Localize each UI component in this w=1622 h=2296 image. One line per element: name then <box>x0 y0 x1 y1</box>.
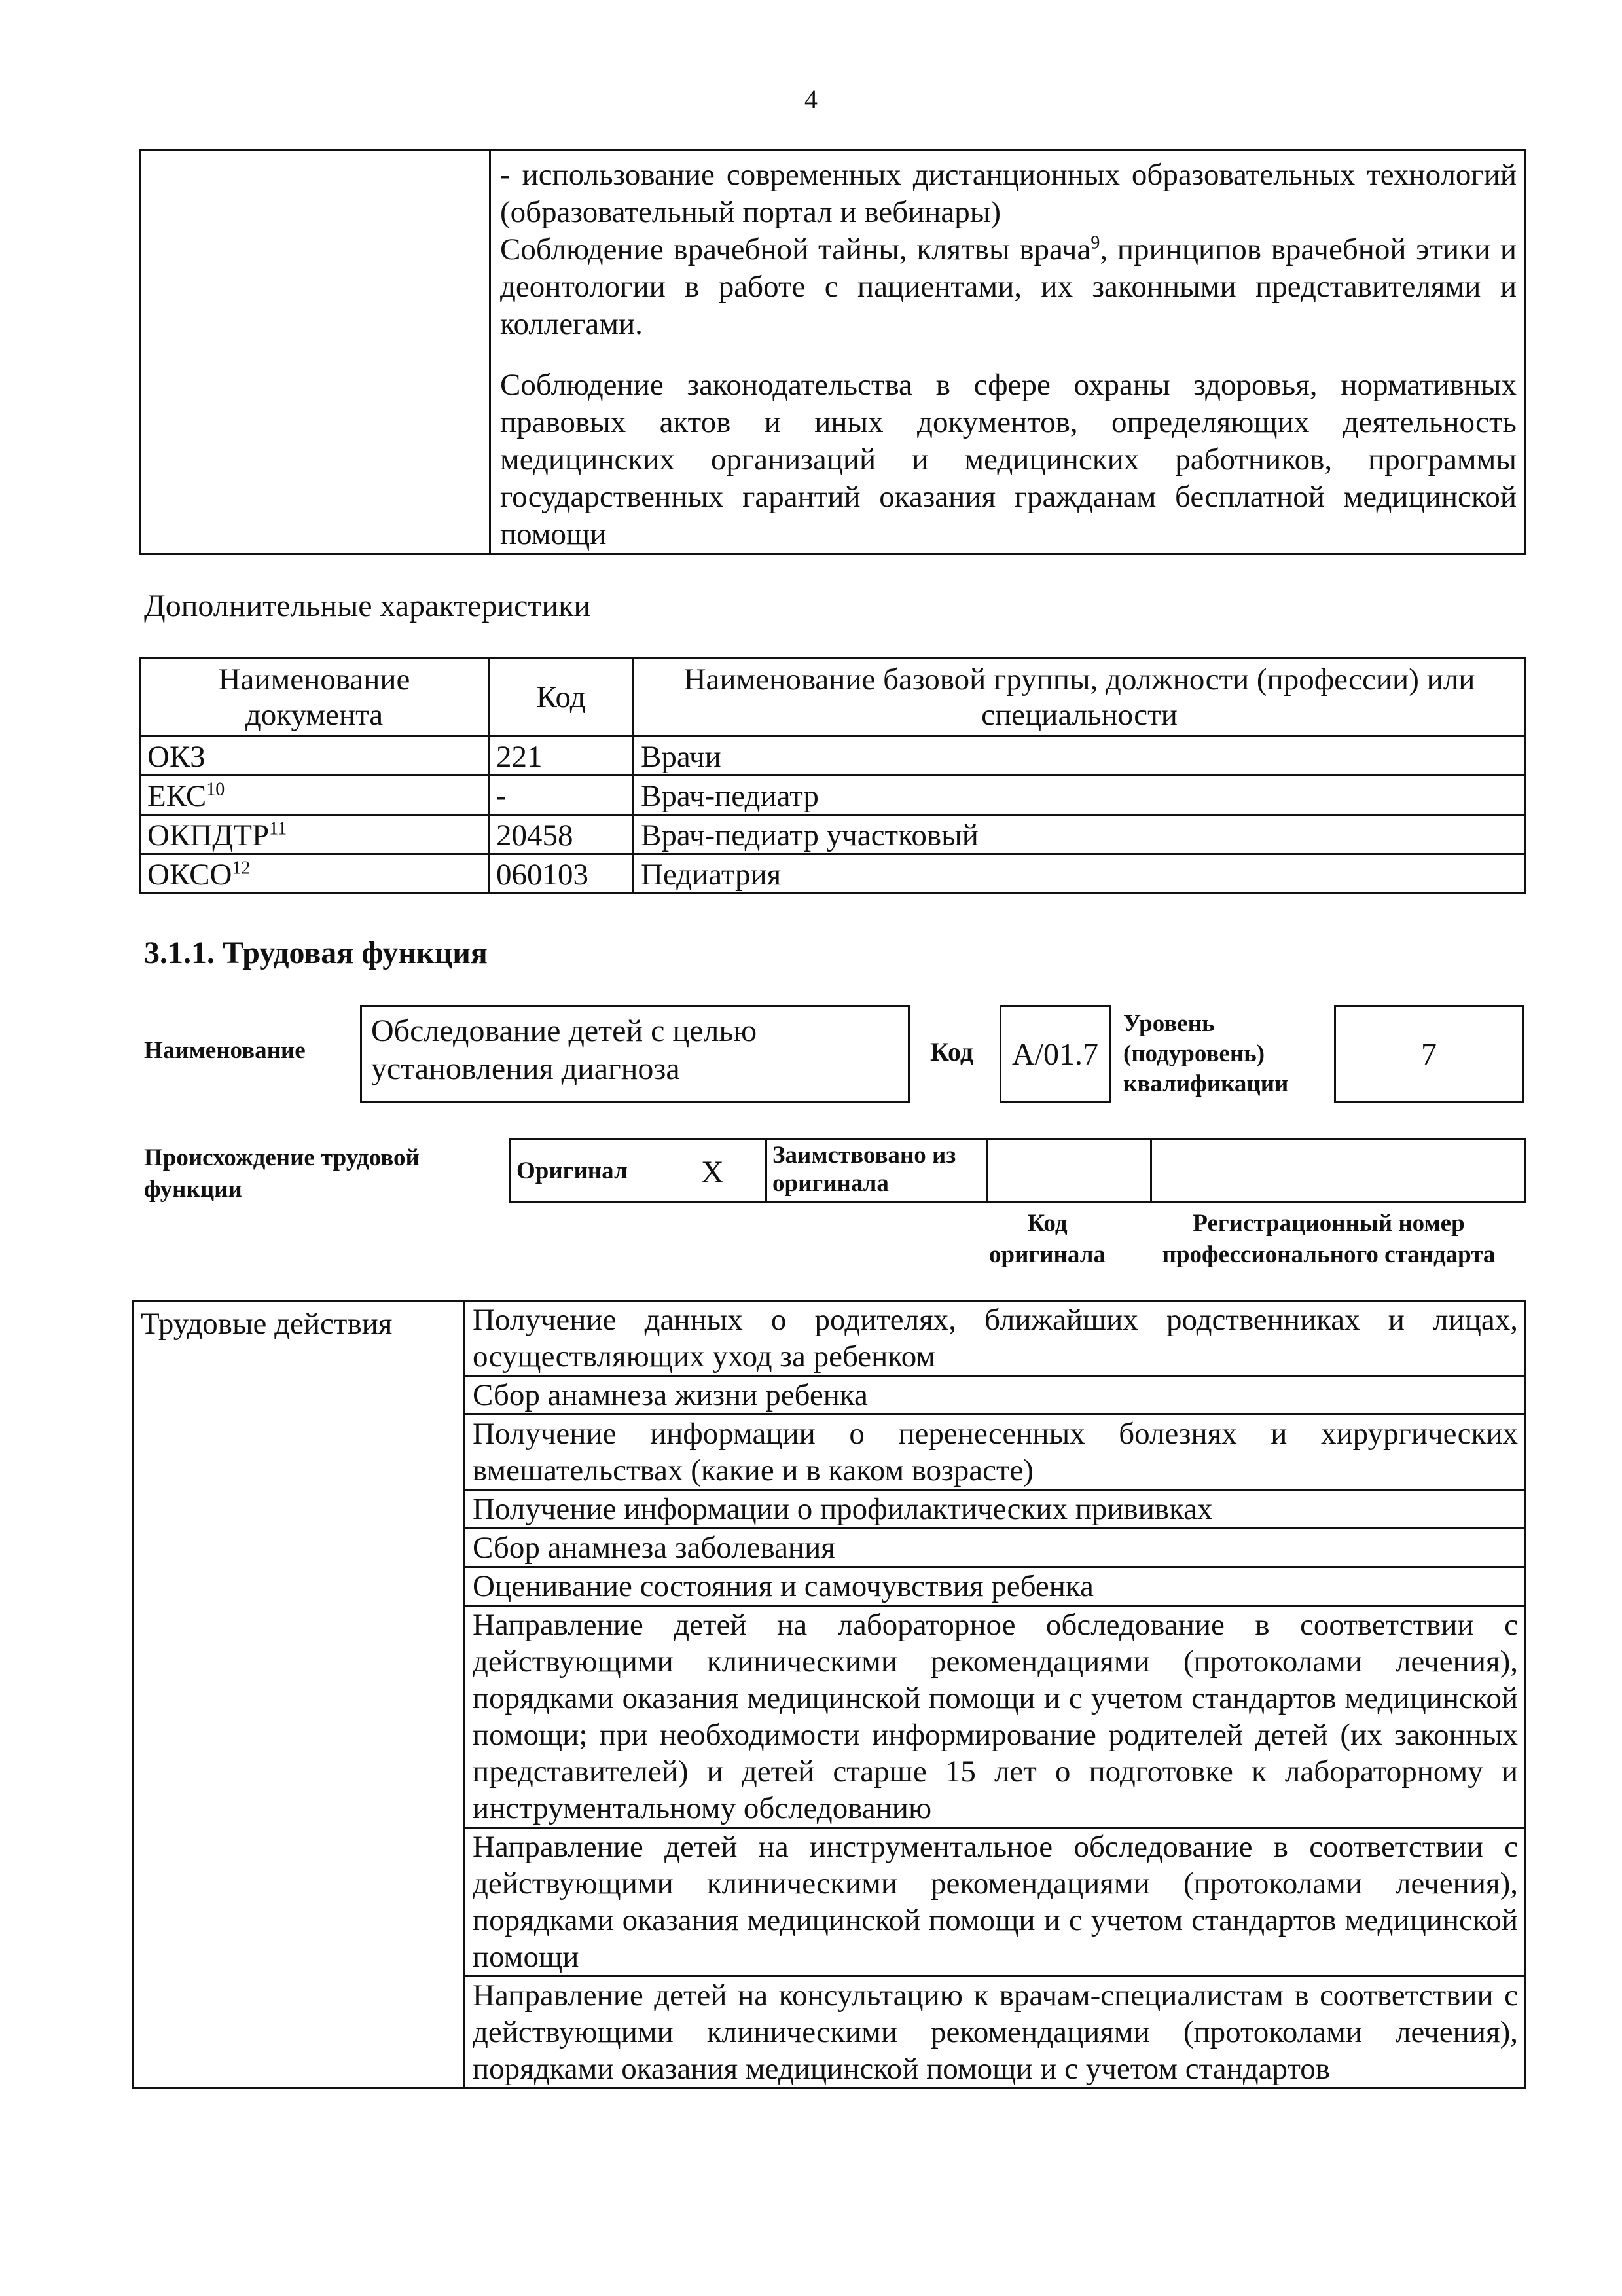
column-header: Наименование документа <box>140 658 489 737</box>
original-label: Оригинал <box>516 1157 628 1184</box>
code-label: Код <box>930 1037 974 1066</box>
requirement-text: - использование современных дистанционных образовательных технологий (образовательный портал и вебинары) <box>500 158 1517 229</box>
competence-table <box>139 149 1526 555</box>
table-row: ОКЗ 221 Врачи <box>140 737 1526 776</box>
registration-caption: Регистрационный номер профессионального стандарта <box>1162 1210 1496 1268</box>
page-number: 4 <box>804 84 818 114</box>
table-row: ОКПДТР$^{11}$ 20458 Врач-педиатр участковый <box>140 815 1526 854</box>
requirement-text: Соблюдение законодательства в сфере охраны здоровья, нормативных правовых актов и иных документов, определяющих деятельность медицинских организаций и медицинских работников, программы государственных гарантий оказания гражданам бесплатной медицинской помощи <box>500 368 1517 551</box>
original-mark: X <box>701 1155 724 1190</box>
name-label: Наименование <box>144 1037 306 1064</box>
column-header: Наименование базовой группы, должности (профессии) или специальности <box>634 658 1526 737</box>
action-item: Сбор анамнеза жизни ребенка <box>464 1376 1526 1415</box>
function-name-box: Обследование детей с целью установления диагноза <box>360 1005 910 1103</box>
function-level-box: 7 <box>1334 1005 1524 1103</box>
requirements-cell <box>490 151 1526 555</box>
actions-label: Трудовые действия <box>134 1301 464 2088</box>
action-item: Получение информации о перенесенных болезнях и хирургических вмешательствах (какие и в каком возрасте) <box>464 1415 1526 1490</box>
footnote-ref: 9 <box>1090 232 1100 253</box>
origin-table <box>509 1138 1526 1203</box>
code-caption: Код оригинала <box>989 1210 1106 1268</box>
action-item: Оценивание состояния и самочувствия ребенка <box>464 1567 1526 1606</box>
action-item: Направление детей на инструментальное обследование в соответствии с действующими клиническими рекомендациями (протоколами лечения), порядками оказания медицинской помощи и с учетом стандартов медицинской помощи <box>464 1828 1526 1977</box>
action-item: Направление детей на консультацию к врачам-специалистам в соответствии с действующими клиническими рекомендациями (протоколами лечения), порядками оказания медицинской помощи и с учетом стандартов <box>464 1977 1526 2088</box>
requirement-text: Соблюдение врачебной тайны, клятвы врача$^9$, принципов врачебной этики и деонтологии в работе с пациентами, их законными представителями и коллегами. <box>500 232 1517 341</box>
level-label: Уровень (подуровень) квалификации <box>1123 1010 1289 1097</box>
action-item: Сбор анамнеза заболевания <box>464 1529 1526 1567</box>
section-title: 3.1.1. Трудовая функция <box>144 936 488 970</box>
section-heading: Дополнительные характеристики <box>144 589 591 623</box>
table-row: ЕКС$^{10}$ - Врач-педиатр <box>140 776 1526 815</box>
registration-number-cell <box>1151 1139 1526 1203</box>
labor-actions-table <box>132 1300 1526 2089</box>
action-item: Направление детей на лабораторное обследование в соответствии с действующими клиническими рекомендациями (протоколами лечения), порядками оказания медицинской помощи и с учетом стандартов медицинской помощи; при необходимости информирование родителей детей (их законных представителей) и детей старше 15 лет о подготовке к лабораторному и инструментальному обследованию <box>464 1606 1526 1828</box>
borrowed-label: Заимствовано из оригинала <box>766 1139 987 1203</box>
empty-cell <box>140 151 490 555</box>
table-row: ОКСО$^{12}$ 060103 Педиатрия <box>140 854 1526 894</box>
origin-label: Происхождение трудовой функции <box>144 1144 420 1203</box>
table-row <box>134 1301 1526 1376</box>
action-item: Получение данных о родителях, ближайших родственниках и лицах, осуществляющих уход за ребенком <box>464 1301 1526 1376</box>
extra-characteristics-table <box>139 657 1526 894</box>
action-item: Получение информации о профилактических прививках <box>464 1490 1526 1529</box>
column-header: Код <box>489 658 634 737</box>
function-code-box: A/01.7 <box>1000 1005 1111 1103</box>
original-code-cell <box>987 1139 1151 1203</box>
